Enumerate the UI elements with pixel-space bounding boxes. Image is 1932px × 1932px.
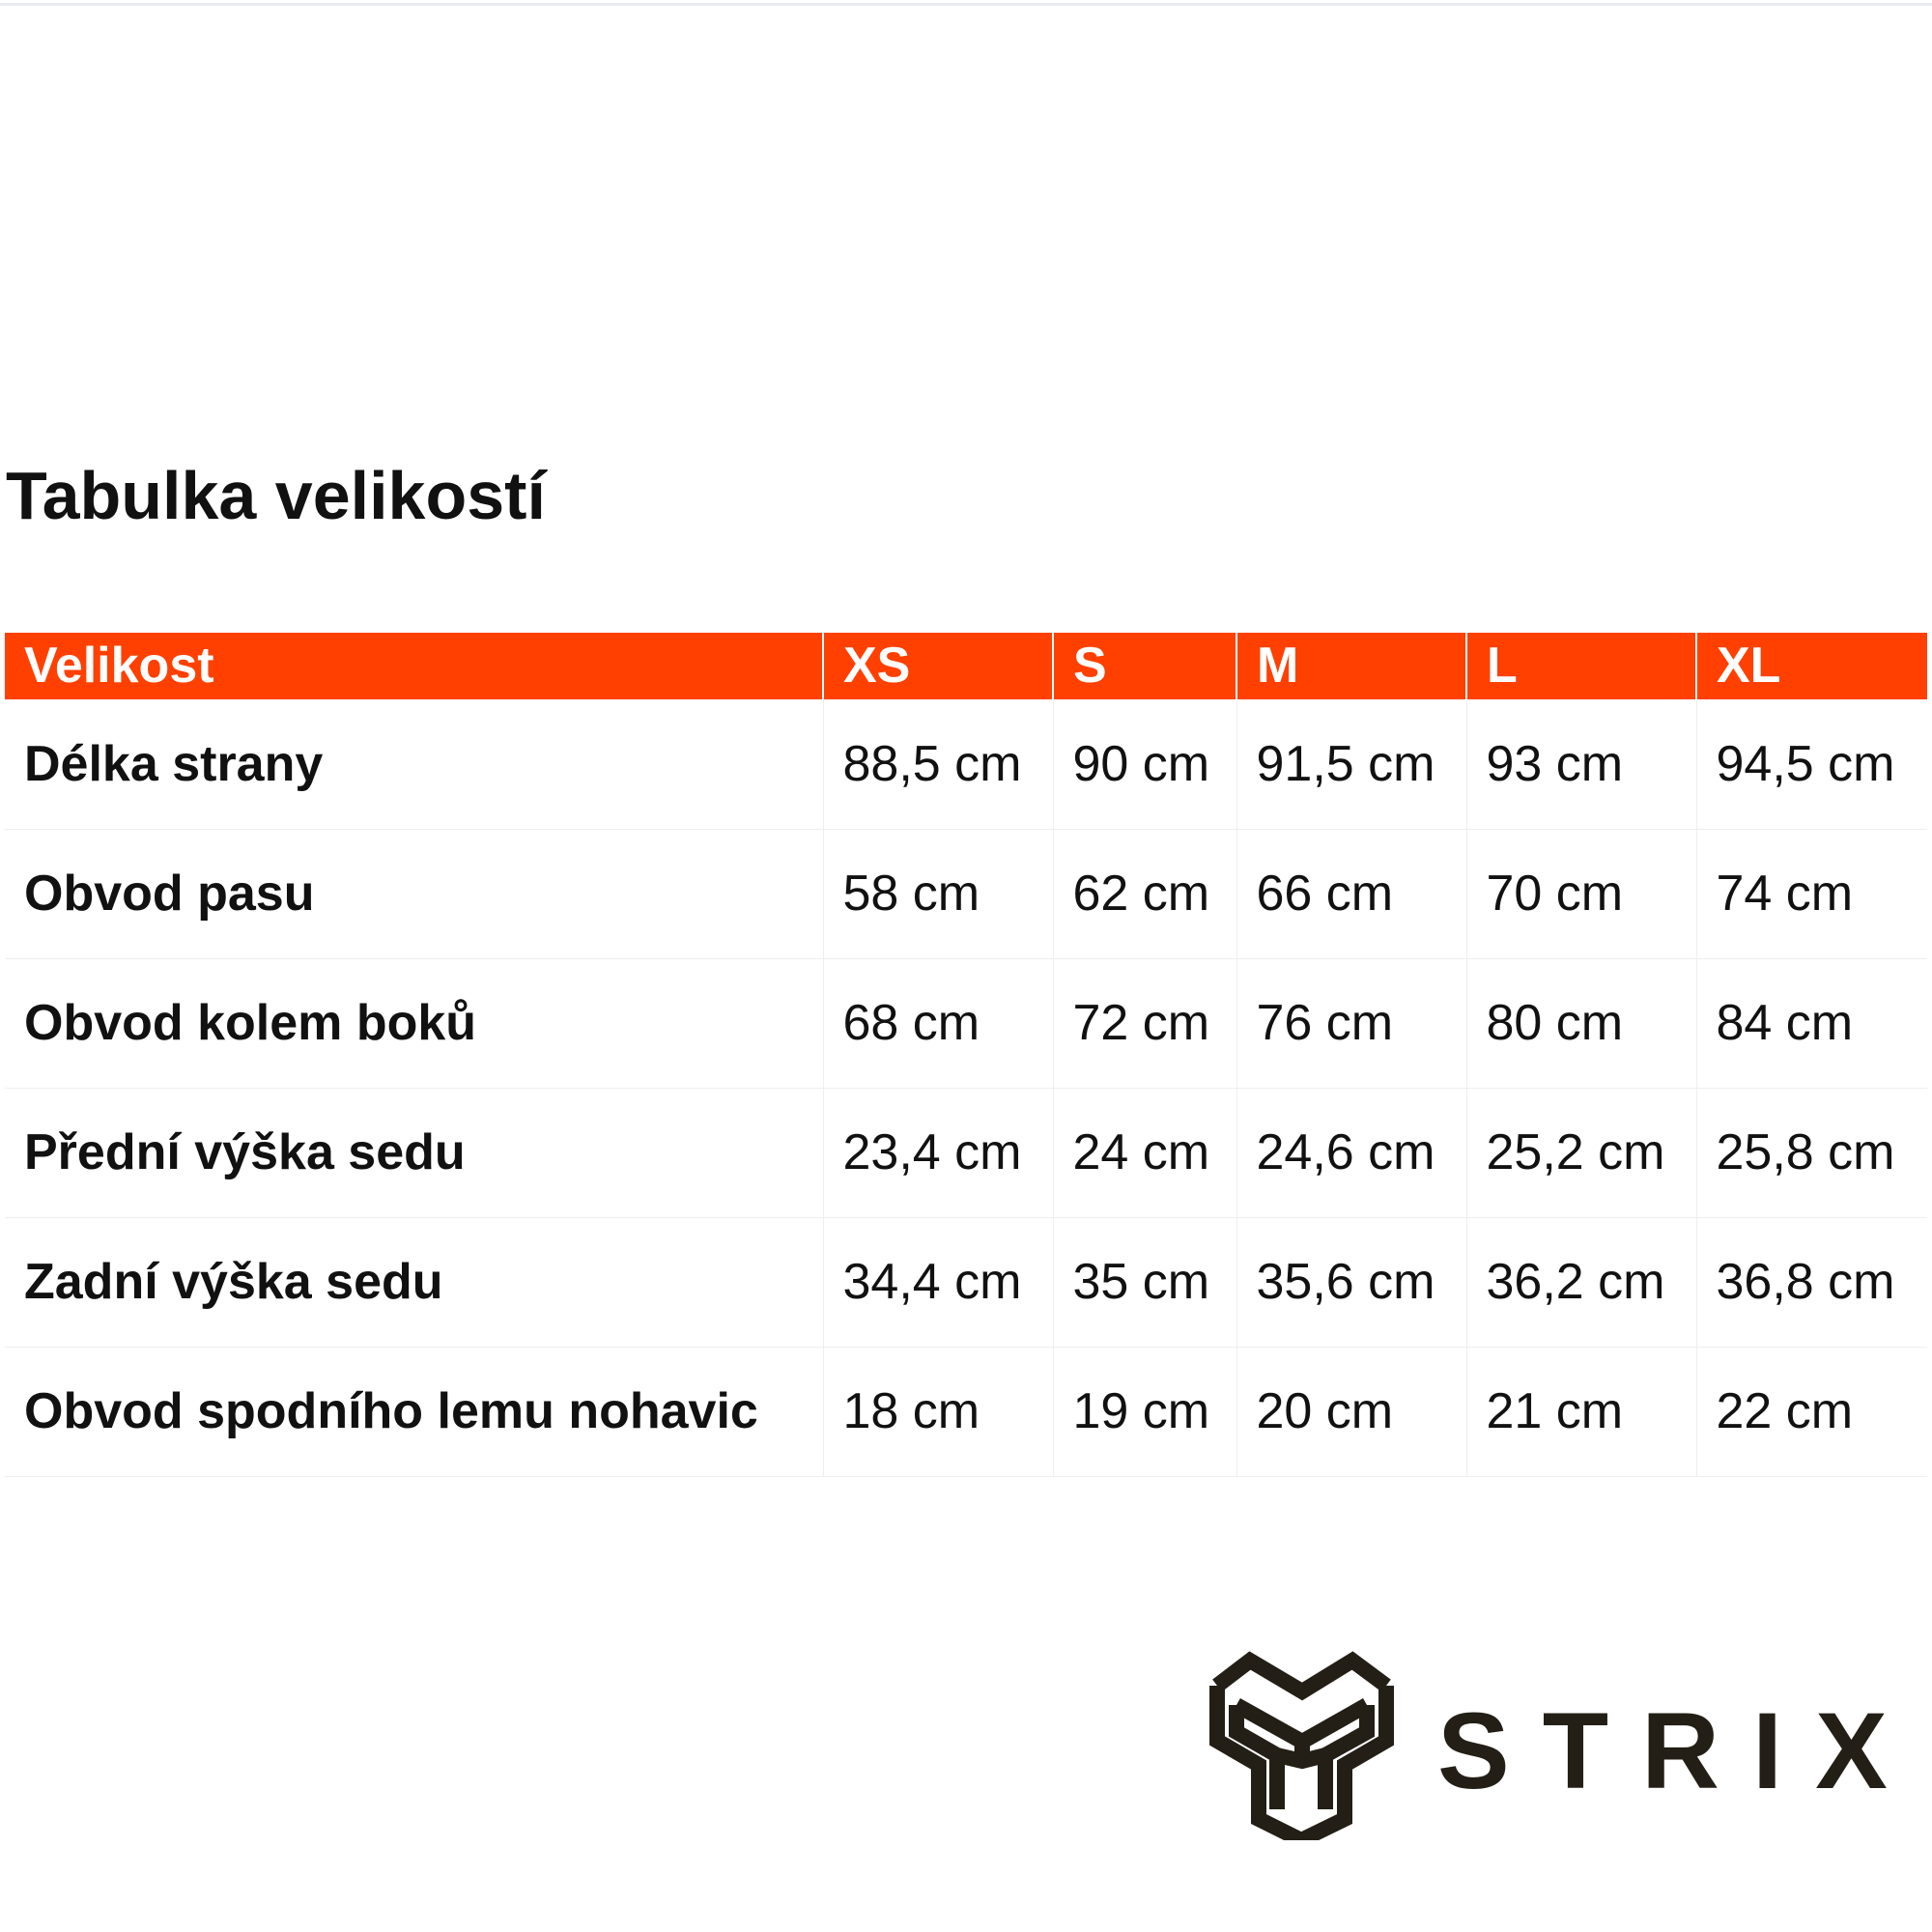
size-table-header	[5, 633, 1927, 699]
table-cell: 19 cm	[1053, 1347, 1236, 1476]
table-cell: 24 cm	[1053, 1088, 1236, 1217]
table-cell: 90 cm	[1053, 699, 1236, 829]
table-row	[5, 699, 1927, 829]
table-cell: 93 cm	[1466, 699, 1696, 829]
table-cell: 88,5 cm	[823, 699, 1053, 829]
table-cell: 91,5 cm	[1236, 699, 1466, 829]
row-label: Délka strany	[5, 699, 823, 829]
strix-cube-logo-icon	[1208, 1647, 1401, 1840]
table-cell: 20 cm	[1236, 1347, 1466, 1476]
table-cell: 94,5 cm	[1696, 699, 1927, 829]
row-label: Obvod spodního lemu nohavic	[5, 1347, 823, 1476]
header-row	[5, 633, 1927, 699]
header-cell-m: M	[1236, 633, 1466, 699]
table-row	[5, 829, 1927, 958]
table-cell: 62 cm	[1053, 829, 1236, 958]
table-cell: 25,8 cm	[1696, 1088, 1927, 1217]
table-cell: 74 cm	[1696, 829, 1927, 958]
table-cell: 80 cm	[1466, 958, 1696, 1088]
table-cell: 35,6 cm	[1236, 1217, 1466, 1347]
size-table	[5, 633, 1927, 1477]
table-cell: 22 cm	[1696, 1347, 1927, 1476]
header-cell-l: L	[1466, 633, 1696, 699]
top-divider	[0, 3, 1932, 6]
row-label: Zadní výška sedu	[5, 1217, 823, 1347]
table-cell: 66 cm	[1236, 829, 1466, 958]
table-cell: 18 cm	[823, 1347, 1053, 1476]
table-cell: 23,4 cm	[823, 1088, 1053, 1217]
table-cell: 76 cm	[1236, 958, 1466, 1088]
table-cell: 84 cm	[1696, 958, 1927, 1088]
table-cell: 70 cm	[1466, 829, 1696, 958]
table-cell: 25,2 cm	[1466, 1088, 1696, 1217]
table-cell: 34,4 cm	[823, 1217, 1053, 1347]
row-label: Přední výška sedu	[5, 1088, 823, 1217]
table-cell: 24,6 cm	[1236, 1088, 1466, 1217]
row-label: Obvod pasu	[5, 829, 823, 958]
table-cell: 58 cm	[823, 829, 1053, 958]
table-row	[5, 1088, 1927, 1217]
table-row	[5, 1347, 1927, 1476]
header-cell-xs: XS	[823, 633, 1053, 699]
size-table-body	[5, 699, 1927, 1476]
brand-name: STRIX	[1437, 1690, 1920, 1811]
table-row	[5, 958, 1927, 1088]
header-cell-size: Velikost	[5, 633, 823, 699]
table-cell: 68 cm	[823, 958, 1053, 1088]
header-cell-s: S	[1053, 633, 1236, 699]
table-row	[5, 1217, 1927, 1347]
header-cell-xl: XL	[1696, 633, 1927, 699]
table-cell: 21 cm	[1466, 1347, 1696, 1476]
brand-logo	[1208, 1647, 1920, 1840]
page-title: Tabulka velikostí	[6, 458, 546, 533]
table-cell: 72 cm	[1053, 958, 1236, 1088]
table-cell: 35 cm	[1053, 1217, 1236, 1347]
row-label: Obvod kolem boků	[5, 958, 823, 1088]
table-cell: 36,2 cm	[1466, 1217, 1696, 1347]
table-cell: 36,8 cm	[1696, 1217, 1927, 1347]
